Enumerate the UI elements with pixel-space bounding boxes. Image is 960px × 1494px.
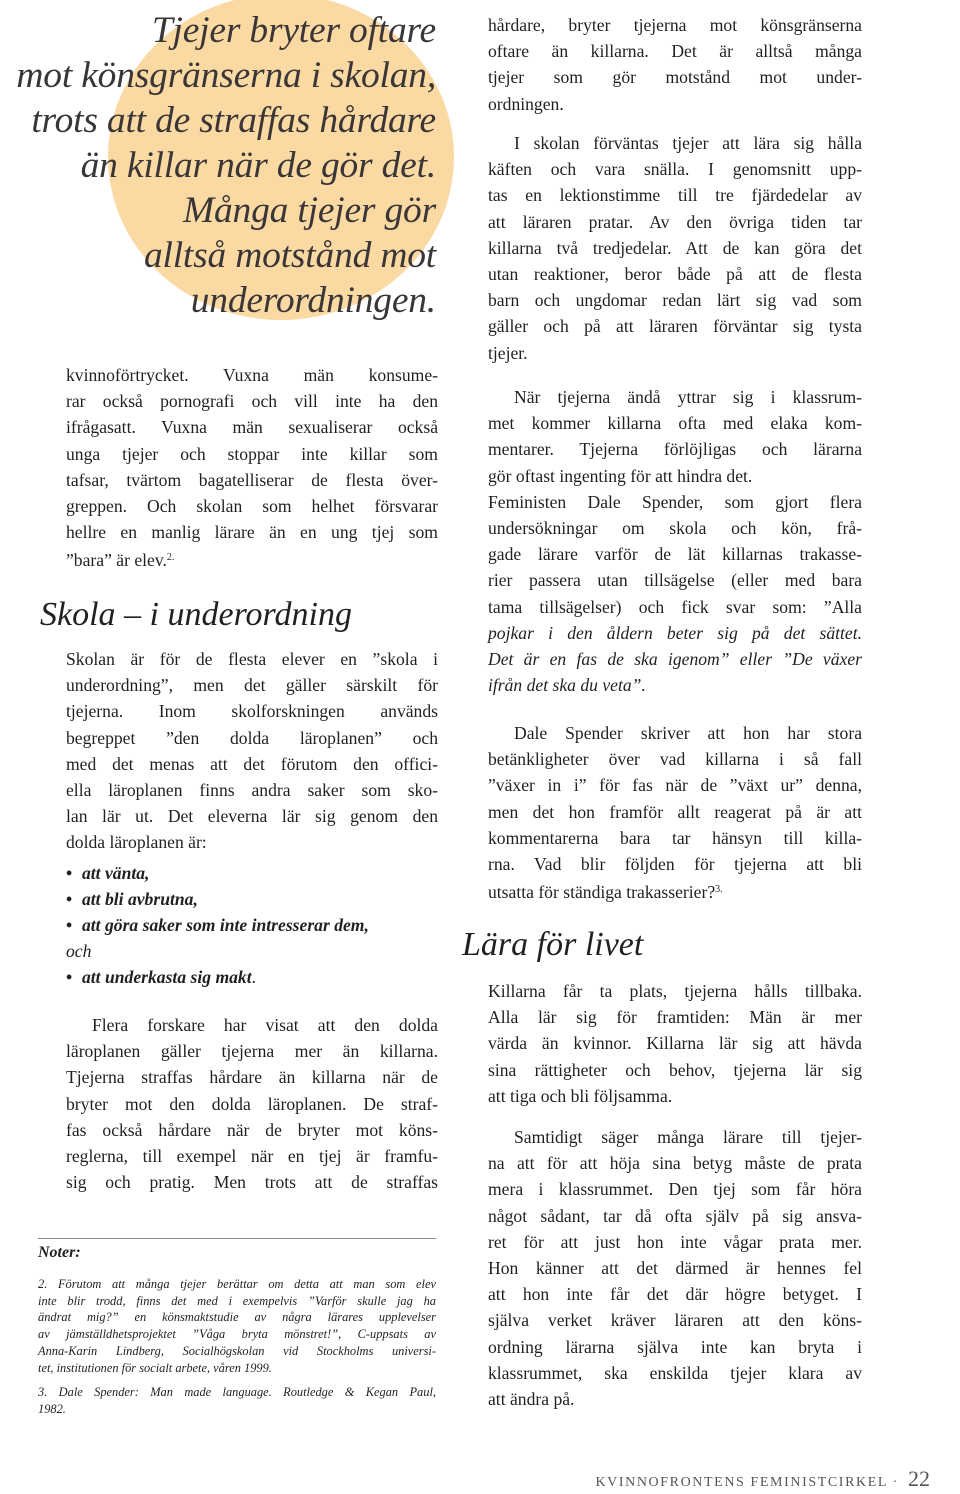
text-line: att läraren pratar. Av den övriga tiden tar xyxy=(488,211,862,232)
bullet-item xyxy=(66,964,438,990)
text-line: käften och vara snälla. I genomsnitt upp- xyxy=(488,159,862,180)
text-line: sig och pratig. Men trots att de straffas xyxy=(66,1172,438,1193)
text-line: Dale Spender skriver att hon har stora xyxy=(514,723,862,743)
text-line: med det menas att det förutom den offici- xyxy=(66,753,438,774)
text-line: I skolan förväntas tjejer att lära sig hålla xyxy=(514,133,862,153)
notes-label: Noter: xyxy=(38,1244,81,1261)
bullet-period: . xyxy=(251,967,257,988)
left-body-paragraph xyxy=(66,646,438,991)
bullet-item: • att vänta, xyxy=(66,860,438,886)
text-line: värda än kvinnor. Killarna lär sig att hävda xyxy=(488,1033,862,1054)
text-line: underordning”, men det gäller särskilt för xyxy=(66,675,438,696)
text-line: tjejerna. Inom skolforskningen används xyxy=(66,701,438,722)
text-line: Samtidigt säger många lärare till tjejer- xyxy=(514,1127,862,1147)
bullet-item: • att bli avbrutna, xyxy=(66,886,438,912)
text-line: kvinnoförtrycket. Vuxna män konsume- xyxy=(66,365,438,385)
text-line: reglerna, till exempel när en tjej är framfu- xyxy=(66,1146,438,1167)
text-line: tas en lektionstimme till tre fjärdedelar av xyxy=(488,185,862,206)
pull-quote-line: alltså motstånd mot xyxy=(143,235,436,276)
text-line xyxy=(66,545,438,573)
text-line: Skolan är för de flesta elever en ”skola i xyxy=(66,649,438,669)
text-line: läroplanen gäller tjejerna mer än killarna. xyxy=(66,1041,438,1062)
left-paragraph-2 xyxy=(66,1012,438,1195)
text-line: Flera forskare har visat att den dolda xyxy=(92,1015,438,1035)
right-paragraph-5 xyxy=(488,978,862,1109)
footer-separator: · xyxy=(892,1475,899,1490)
pull-quote-line: Många tjejer gör xyxy=(182,190,436,231)
text-line: barn och ungdomar redan lärt sig vad som xyxy=(488,290,862,311)
page-footer xyxy=(595,1466,930,1492)
footnote-line: av jämställdhetsprojektet ”Våga bryta mönstret!”, C-uppsats av xyxy=(38,1327,436,1342)
text-line: oftare än killarna. Det är alltså många xyxy=(488,41,862,62)
text-line: met kommer killarna ofta med elaka kom- xyxy=(488,413,862,434)
text-line: gade lärare varför de lät killarnas trakasse- xyxy=(488,544,862,565)
footnote-line: 1982. xyxy=(38,1401,66,1416)
pull-quote-line: underordningen. xyxy=(190,280,436,321)
text-line: tafsar, tvärtom bagatelliserar de flesta över- xyxy=(66,469,438,490)
text-line: ifrågasatt. Vuxna män sexualiserar också xyxy=(66,417,438,438)
footnotes xyxy=(38,1276,436,1418)
text-line: Tjejerna straffas hårdare än killarna när de xyxy=(66,1067,438,1088)
bullet-list xyxy=(66,860,438,991)
text-line: hårdare, bryter tjejerna mot könsgränserna xyxy=(488,15,862,35)
text-line: sina rättigheter och behov, tjejerna lär sig xyxy=(488,1059,862,1080)
text-line: Alla lär sig för framtiden: Män är mer xyxy=(488,1007,862,1028)
text-line: killarna två tredjedelar. Att de kan göra det xyxy=(488,237,862,258)
bullet-item-text: att underkasta sig makt xyxy=(82,967,252,988)
pull-quote-line: Tjejer bryter oftare xyxy=(151,10,436,51)
text-line: ”växer in i” för fas när de ”växt ur” denna, xyxy=(488,775,862,796)
text-line xyxy=(488,877,862,905)
note-reference: 2. xyxy=(166,552,175,564)
text-line: hellre en manlig lärare än en ung tjej som xyxy=(66,522,438,543)
section-heading: Lära för livet xyxy=(462,926,644,963)
footnote-line: Anna-Karin Lindberg, Socialhögskolan vid Stockholms universi- xyxy=(38,1343,436,1358)
right-paragraph-1 xyxy=(488,12,862,117)
text-line: rna. Vad blir följden för tjejerna att bli xyxy=(488,854,862,875)
notes-divider xyxy=(38,1238,436,1239)
text-line: tama tillsägelser) och fick svar som: ”Alla xyxy=(488,596,862,617)
text-line: själva verket kräver läraren att den köns- xyxy=(488,1310,862,1331)
right-paragraph-2 xyxy=(488,130,862,366)
text-line-content: ”bara” är elev. xyxy=(66,550,167,571)
text-line: greppen. Och skolan som helhet försvarar xyxy=(66,496,438,517)
text-line: att tiga och bli följsamma. xyxy=(488,1085,673,1106)
text-line: rar också pornografi och vill inte ha den xyxy=(66,391,438,412)
text-line: ordningen. xyxy=(488,93,564,114)
text-line: betänkligheter över vad killarna i så fall xyxy=(488,749,862,770)
text-line: mera i klassrummet. Den tjej som får höra xyxy=(488,1179,862,1200)
footnote-line: 3. Dale Spender: Man made language. Routledge & Kegan Paul, xyxy=(38,1385,436,1400)
right-paragraph-3 xyxy=(488,384,862,698)
text-line: ifrån det ska du veta”. xyxy=(488,675,646,696)
right-paragraph-4 xyxy=(488,720,862,905)
left-intro-paragraph xyxy=(66,362,438,574)
text-line: tjejer som gör motstånd mot under- xyxy=(488,67,862,88)
text-line: Feministen Dale Spender, som gjort flera xyxy=(488,491,862,512)
text-line: rier passera utan tillsägelse (eller med bara xyxy=(488,570,862,591)
pull-quote-line: trots att de straffas hårdare xyxy=(31,100,436,141)
text-line: något sådant, tar då ofta själv på sig ansva- xyxy=(488,1205,862,1226)
bullet-connector: och xyxy=(66,941,92,962)
text-line: na att för att höja sina betyg måste de prata xyxy=(488,1153,862,1174)
footnote-line: ändrat mig?” en könsmaktstudie av några lärares upplevelser xyxy=(38,1310,436,1325)
footnote-line: inte blir trodd, finns det med i exempelvis ”Varför skulle jag ha xyxy=(38,1293,436,1308)
text-line: utan reaktioner, beror både på att de flesta xyxy=(488,264,862,285)
footnote-line: 2. Förutom att många tjejer berättar om detta att man som elev xyxy=(38,1277,436,1291)
text-line: tjejer. xyxy=(488,342,528,363)
text-line: Killarna får ta plats, tjejerna hålls tillbaka. xyxy=(488,981,862,1001)
text-line: begreppet ”den dolda läroplanen” och xyxy=(66,727,438,748)
pull-quote-line: mot könsgränserna i skolan, xyxy=(16,55,436,96)
text-line: Hon känner att det därmed är hennes fel xyxy=(488,1258,862,1279)
pull-quote-line: än killar när de gör det. xyxy=(80,145,436,186)
text-line: gäller och på att läraren förväntar sig tysta xyxy=(488,316,862,337)
text-line: bryter mot den dolda läroplanen. De straf- xyxy=(66,1093,438,1114)
text-line: ret för att just hon inte vågar prata mer. xyxy=(488,1231,862,1252)
bullet-item: • att göra saker som inte intresserar dem, xyxy=(66,912,438,938)
text-line: mentarer. Tjejerna förlöjligas och lärarna xyxy=(488,439,862,460)
text-line: att ändra på. xyxy=(488,1389,575,1410)
text-line: ella läroplanen finns andra saker som sko- xyxy=(66,780,438,801)
text-line: gör oftast ingenting för att hindra det. xyxy=(488,465,753,486)
text-line: undersökningar om skola och kön, frå- xyxy=(488,518,862,539)
text-line: kommentarerna bara tar hänsyn till killa- xyxy=(488,827,862,848)
text-line: lan lär ut. Det eleverna lär sig genom den xyxy=(66,806,438,827)
text-line: klassrummet, ska enskilda tjejer klara av xyxy=(488,1362,862,1383)
pull-quote xyxy=(0,8,436,323)
text-line: men det hon framför allt reagerat på är att xyxy=(488,801,862,822)
text-line: Det är en fas de ska igenom” eller ”De växer xyxy=(488,649,862,670)
page-number: 22 xyxy=(908,1466,930,1491)
publication-title: KVINNOFRONTENS FEMINISTCIRKEL xyxy=(595,1475,888,1490)
footnote-line: tet, institutionen för socialt arbete, våren 1999. xyxy=(38,1360,272,1375)
text-line: fas också hårdare när de bryter mot köns- xyxy=(66,1119,438,1140)
text-line: unga tjejer och stoppar inte killar som xyxy=(66,443,438,464)
text-line-content: utsatta för ständiga trakasserier? xyxy=(488,882,716,903)
text-line: att hon inte får det där högre betyget. I xyxy=(488,1284,862,1305)
section-heading: Skola – i underordning xyxy=(40,596,352,633)
right-paragraph-6 xyxy=(488,1124,862,1412)
text-line: dolda läroplanen är: xyxy=(66,832,207,853)
text-line: När tjejerna ändå yttrar sig i klassrum- xyxy=(514,387,862,407)
text-line: pojkar i den åldern beter sig på det sättet. xyxy=(488,622,862,643)
note-reference: 3. xyxy=(715,884,723,896)
text-line: ordning lärarna själva inte kan bryta i xyxy=(488,1336,862,1357)
